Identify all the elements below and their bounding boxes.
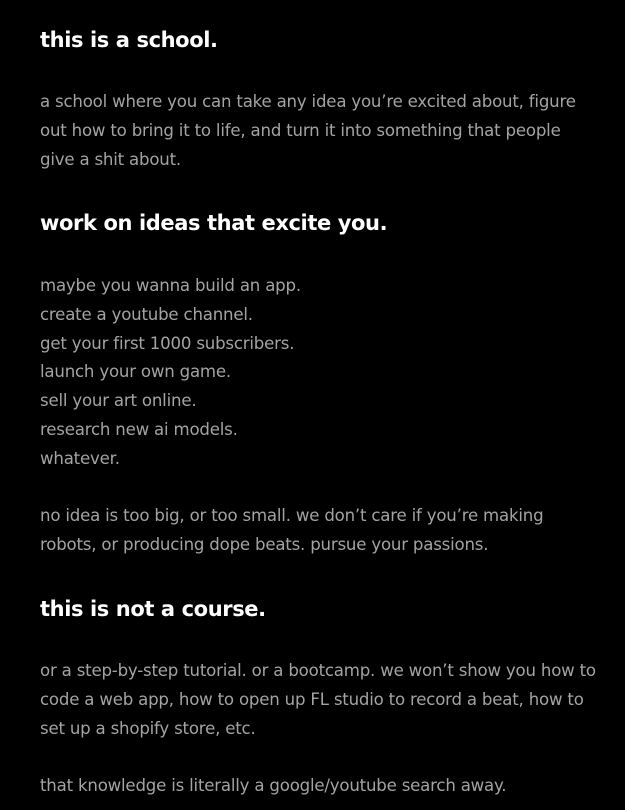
list-item: create a youtube channel. xyxy=(40,304,253,324)
section-paragraph-ideas: no idea is too big, or too small. we don’t care if you’re making robots, or producing dope beats. pursue your passions. xyxy=(40,506,544,554)
section-heading-not-course: this is not a course. xyxy=(40,597,266,621)
list-item: launch your own game. xyxy=(40,362,231,382)
section-paragraph-not-course: or a step-by-step tutorial. or a bootcamp. we won’t show you how to code a web app, how to open up FL studio to record a beat, how to set up a shopify store, etc. xyxy=(40,661,596,738)
section-heading-ideas: work on ideas that excite you. xyxy=(40,211,388,235)
ideas-list xyxy=(40,272,600,474)
list-item: research new ai models. xyxy=(40,419,238,439)
list-item: sell your art online. xyxy=(40,391,197,411)
list-item: whatever. xyxy=(40,448,120,468)
section-paragraph-search: that knowledge is literally a google/youtube search away. xyxy=(40,776,507,795)
section-heading-school: this is a school. xyxy=(40,28,218,52)
section-paragraph-school: a school where you can take any idea you’re excited about, figure out how to bring it to life, and turn it into something that people give a shit about. xyxy=(40,92,576,169)
list-item: maybe you wanna build an app. xyxy=(40,276,301,295)
list-item: get your first 1000 subscribers. xyxy=(40,333,295,353)
